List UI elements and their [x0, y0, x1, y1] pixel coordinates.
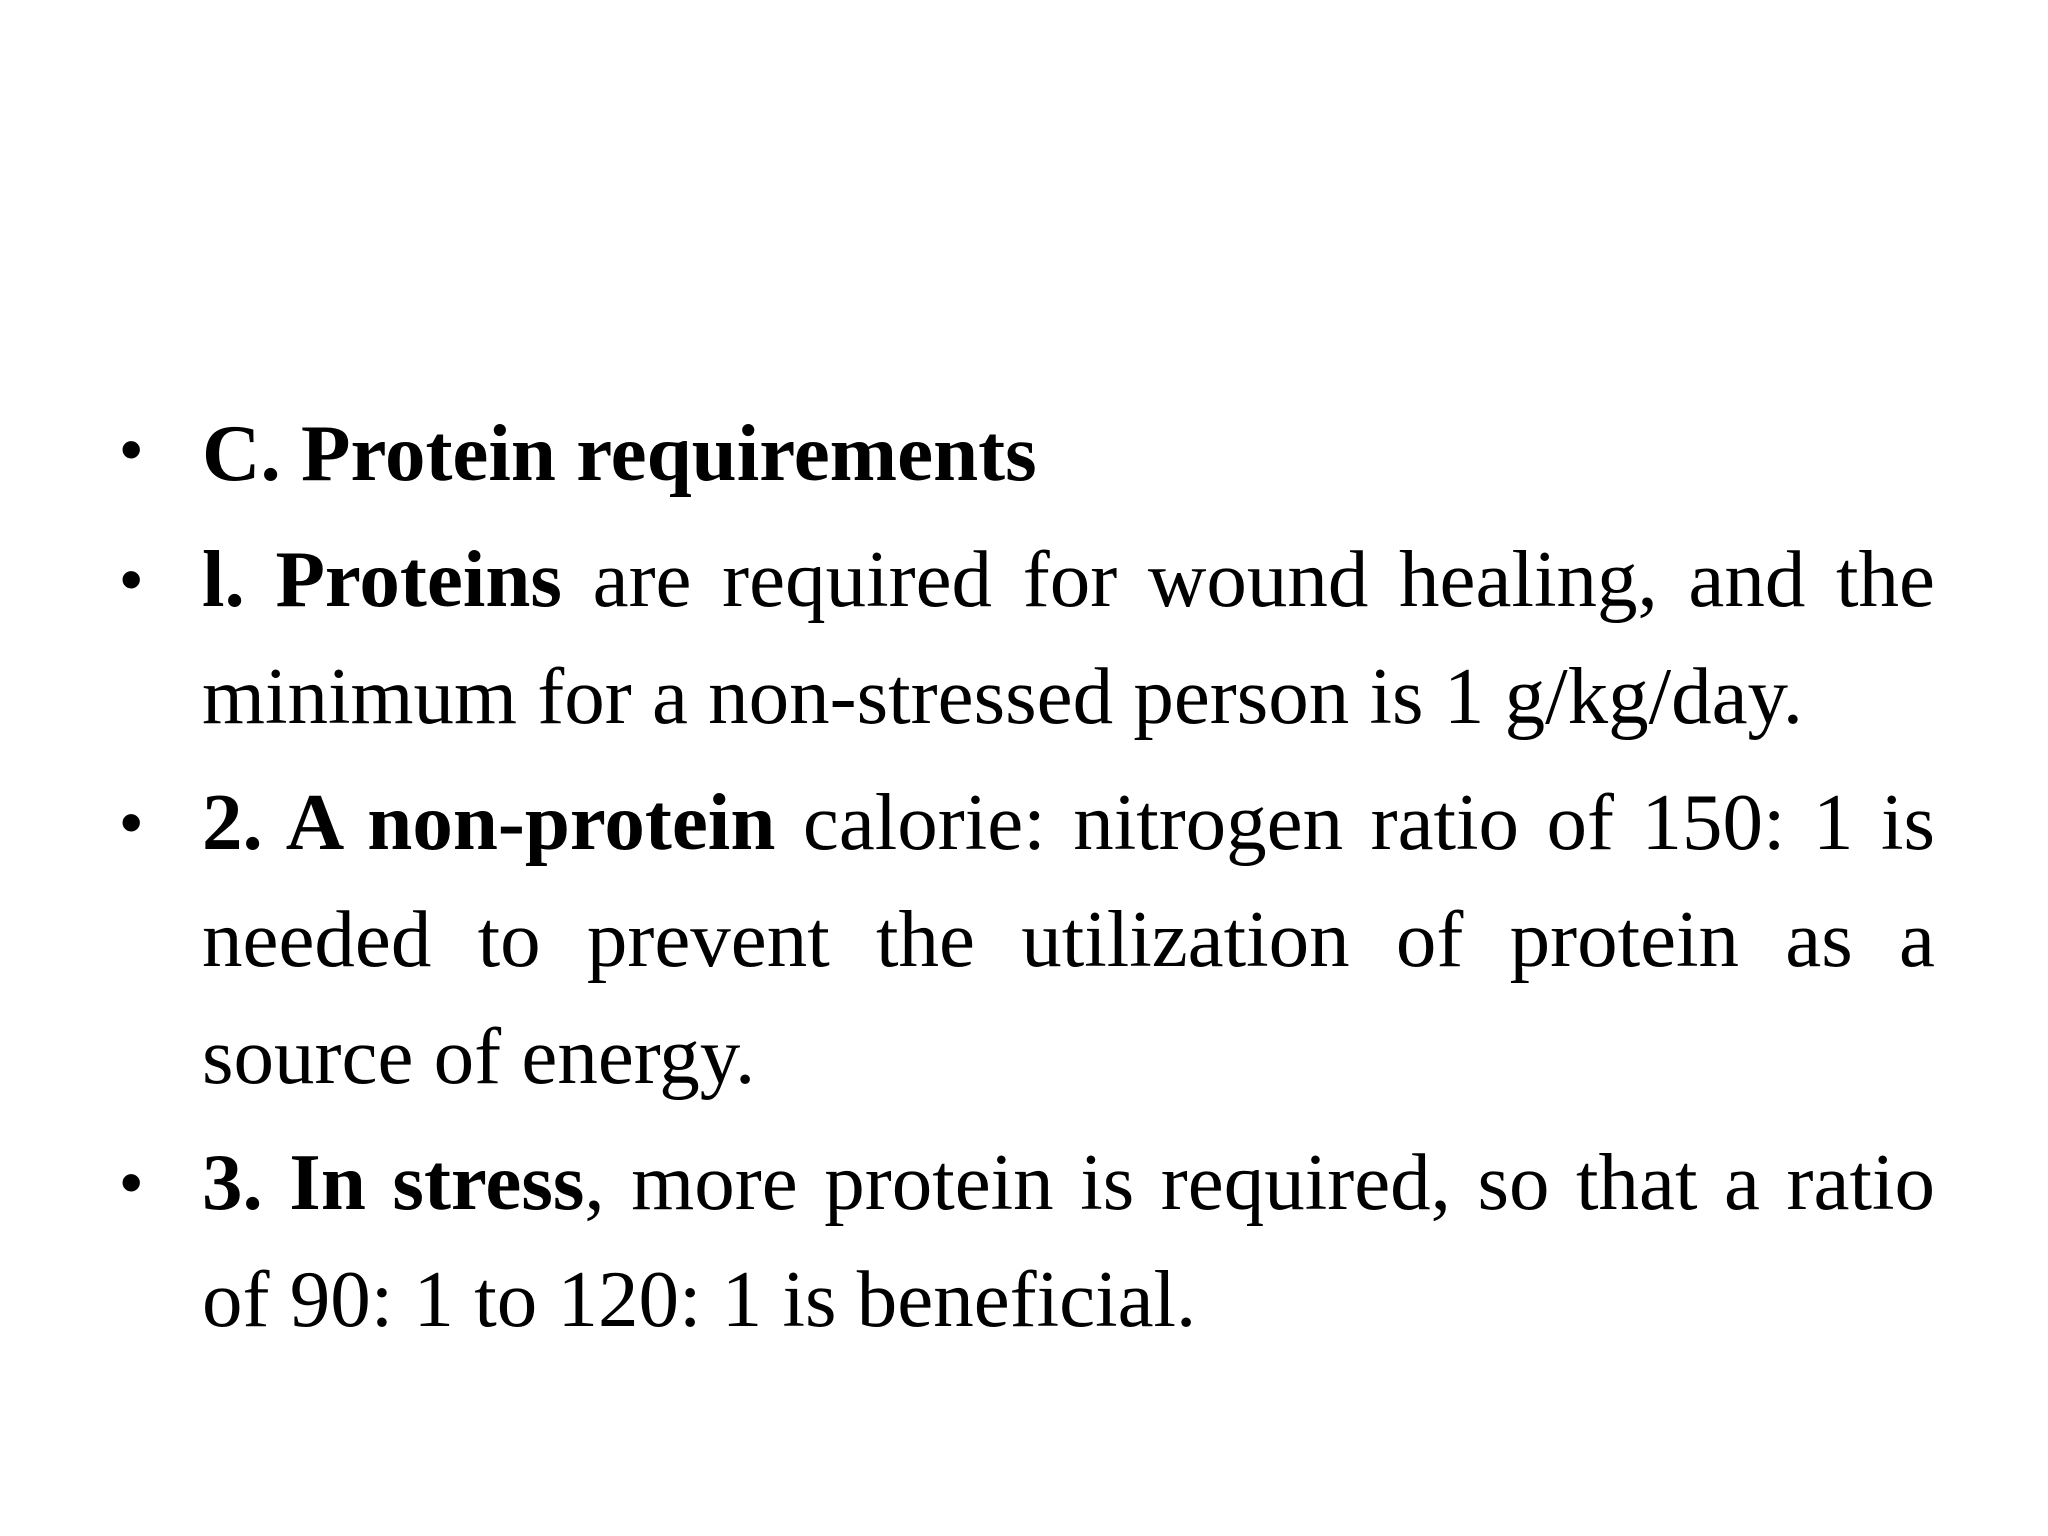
bullet-item-heading	[120, 395, 1935, 512]
bullet-lead-bold: l. Proteins	[202, 534, 562, 624]
bullet-dot-icon: •	[120, 543, 143, 615]
bullet-item-stress	[120, 1124, 1935, 1358]
bullet-item-proteins	[120, 521, 1935, 755]
bullet-item-non-protein	[120, 764, 1935, 1115]
bullet-list	[120, 395, 1935, 1367]
bullet-dot-icon: •	[120, 1146, 143, 1218]
bullet-dot-icon: •	[120, 413, 143, 485]
bullet-lead-bold: 2. A non-protein	[202, 777, 776, 867]
section-heading: C. Protein requirements	[202, 408, 1037, 498]
bullet-body-text: , more protein is required, so that a ratio of 90: 1 to 120: 1 is beneficial.	[202, 1137, 1935, 1344]
bullet-dot-icon: •	[120, 786, 143, 858]
bullet-body-text: are required for wound healing, and the minimum for a non-stressed person is 1 g/kg/day.	[202, 534, 1935, 741]
bullet-lead-bold: 3. In stress	[202, 1137, 585, 1227]
bullet-body-text: calorie: nitrogen ratio of 150: 1 is needed to prevent the utilization of protein as a source of energy.	[202, 777, 1935, 1101]
